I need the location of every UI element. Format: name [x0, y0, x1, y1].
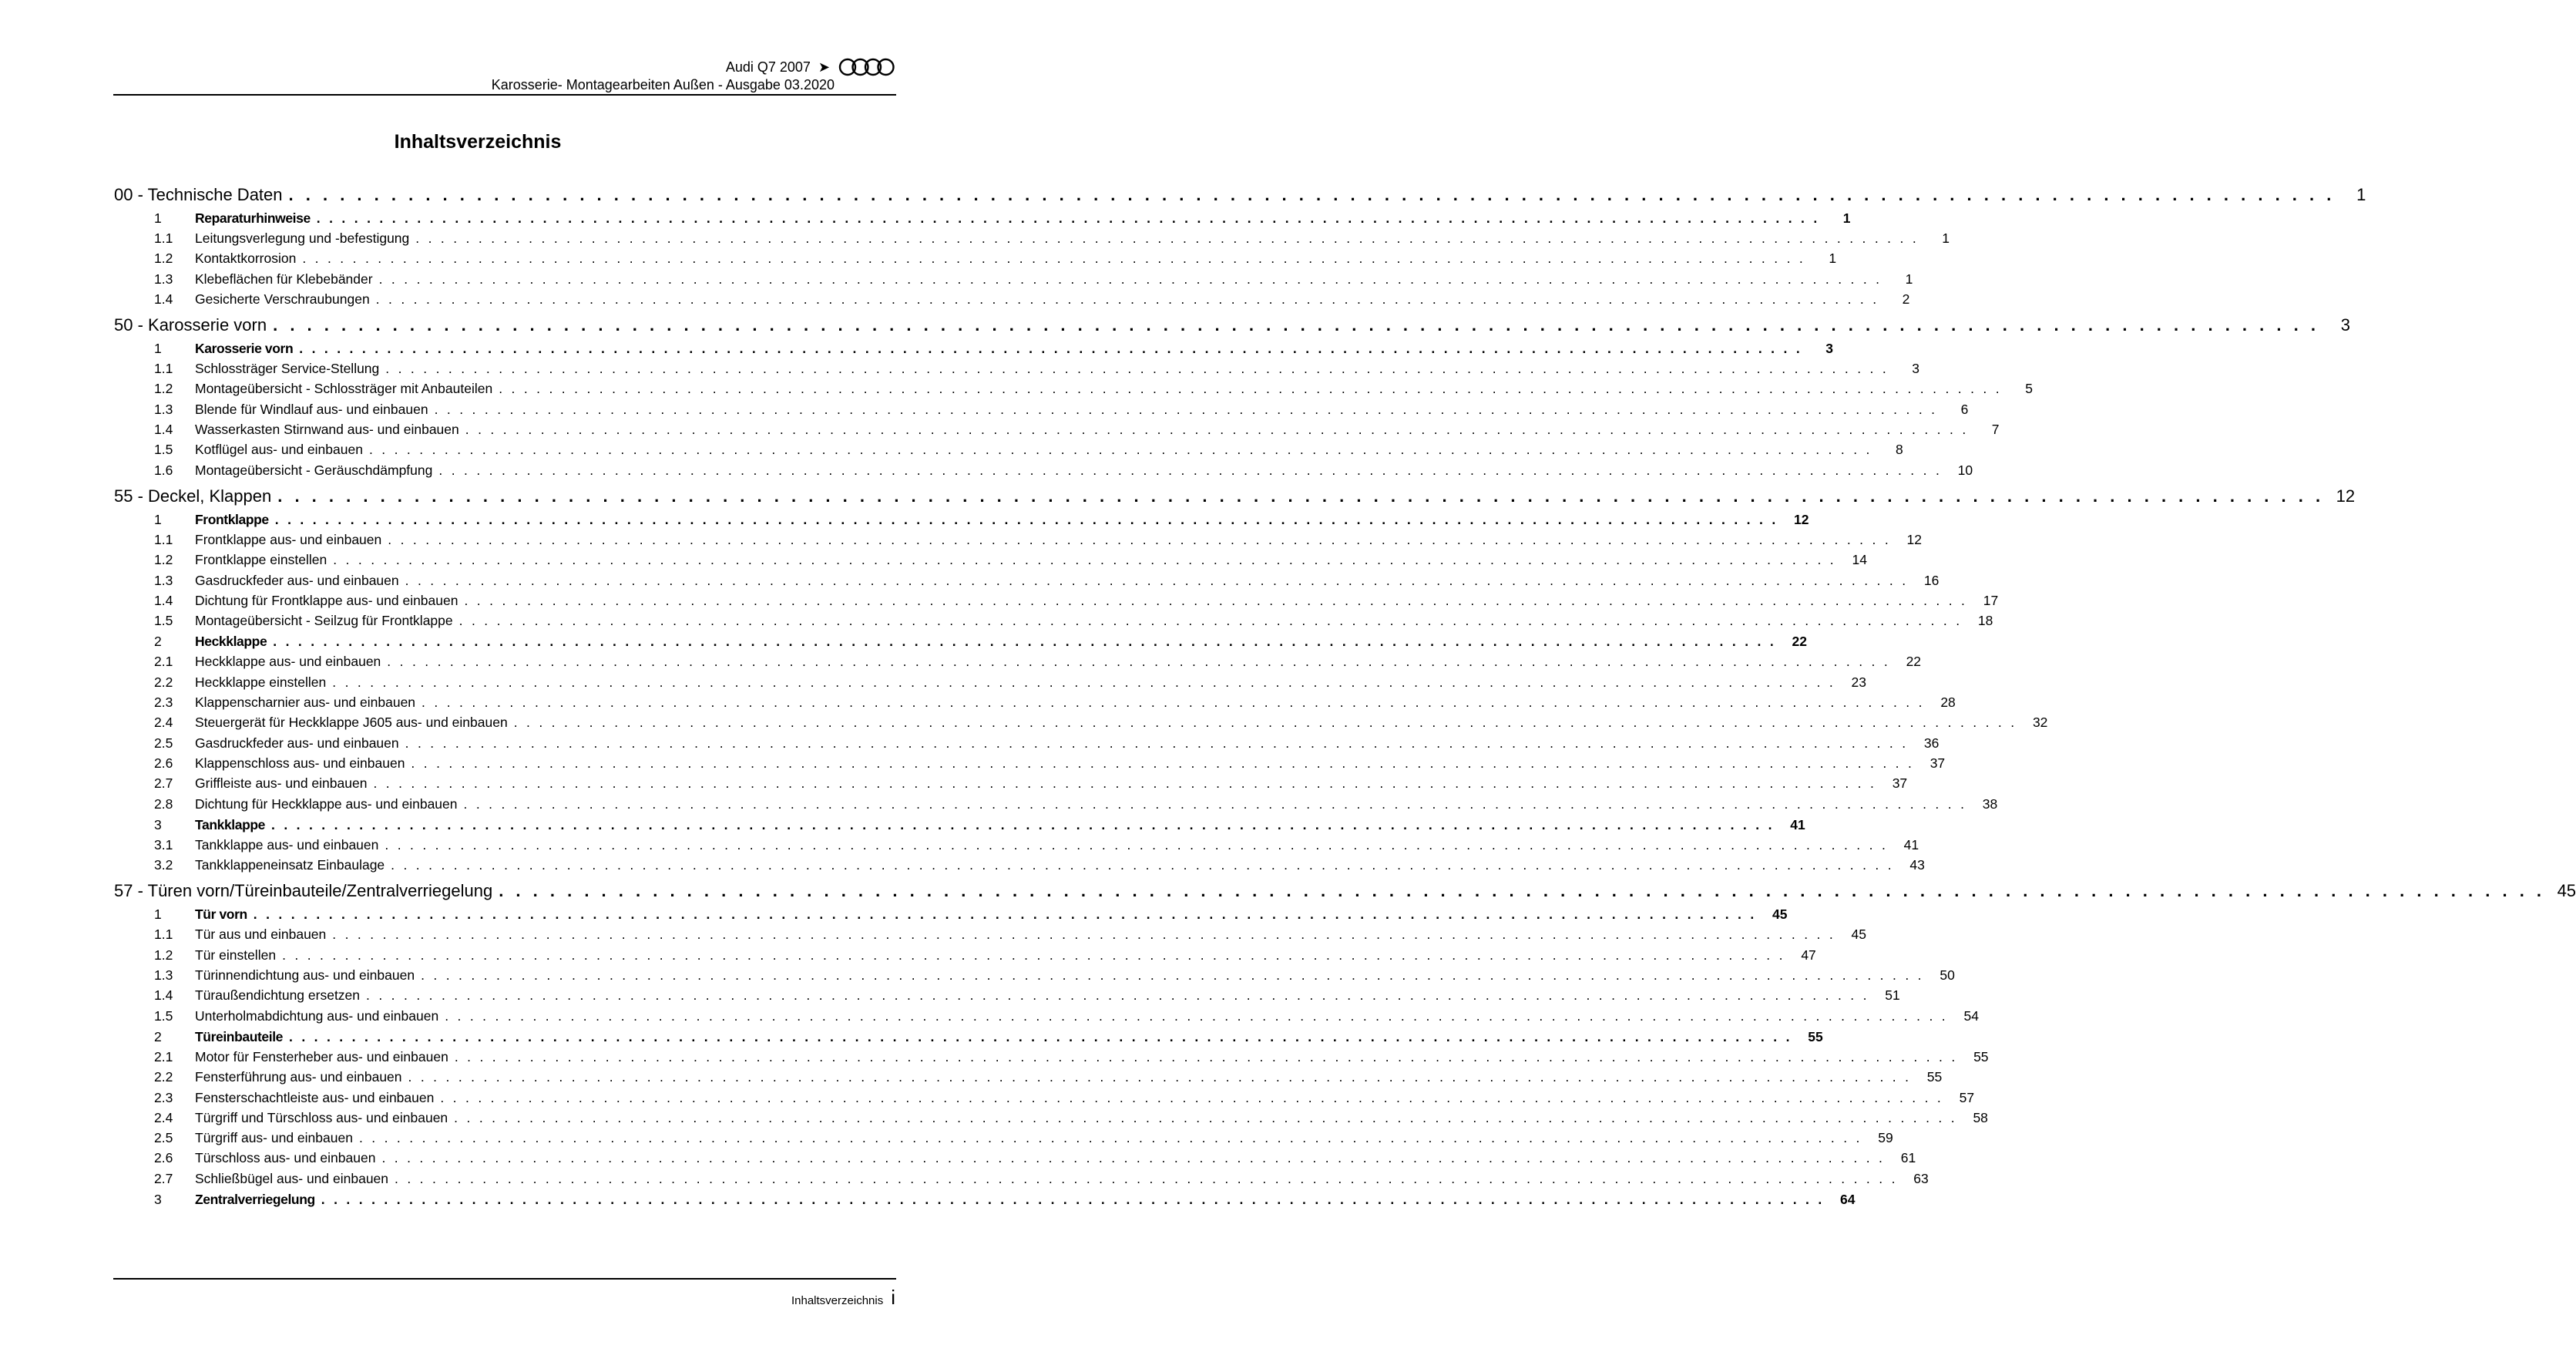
- toc-entry-label: Leitungsverlegung und -befestigung: [195, 230, 410, 246]
- toc-page-number: 28: [1940, 694, 1956, 711]
- toc-entry-number: 1.2: [154, 251, 173, 267]
- toc-dot-leader: . . . . . . . . . . . . . . . . . . . . . . . . . . . . . . . . . . . . . . . . . . . . . . . . . . . . . . . . . . . . . . . . . . . . . . . . . . . . . . . . . . . . . . . . . . . . . . . . . . . . . . . . . . . . . . . . . . . . . . . .: [332, 927, 1836, 943]
- toc-subsection-row[interactable]: [114, 1047, 1989, 1067]
- toc-entry-number: 3: [154, 816, 162, 832]
- toc-page-number: 50: [1940, 967, 1955, 984]
- toc-entry-label: Gasdruckfeder aus- und einbauen: [195, 572, 399, 588]
- toc-subsection-row[interactable]: [114, 419, 2000, 439]
- toc-dot-leader: . . . . . . . . . . . . . . . . . . . . . . . . . . . . . . . . . . . . . . . . . . . . . . . . . . . . . . . . . . . . . . . . . . . . . . . . . . . . . . . . . . . . . . . . . . . . . . . . . . . . . . . . . . . . . . . . . . . . . . . .: [289, 1028, 1792, 1044]
- toc-dot-leader: . . . . . . . . . . . . . . . . . . . . . . . . . . . . . . . . . . . . . . . . . . . . . . . . . . . . . . . . . . . . . . . . . . . . . . . . . . . . . . . . . . . . . . . . . . . . . . . . . . . . . . . . . . . . . . . . . . . . . . . .: [375, 291, 1879, 307]
- toc-subsection-row[interactable]: [114, 1169, 1929, 1189]
- toc-subsection-row[interactable]: [114, 794, 1998, 814]
- toc-page-number: 51: [1885, 987, 1900, 1004]
- toc-dot-leader: . . . . . . . . . . . . . . . . . . . . . . . . . . . . . . . . . . . . . . . . . . . . . . . . . . . . . . . . . . . . . . . . . . . . . . . . . . . . . . . . . . . . . . . . . . . . . . . . . . . . . . . . . . . . . . . . . . . . . . . .: [253, 906, 1757, 923]
- toc-dot-leader: . . . . . . . . . . . . . . . . . . . . . . . . . . . . . . . . . . . . . . . . . . . . . . . . . . . . . . . . . . . . . . . . . . . . . . . . . . . . . . . . . . . . . . . . . . . . . . . . . . . . . . . . . . . . . . . . . . . . . . . .: [415, 230, 1919, 246]
- toc-entry-number: 1.1: [154, 927, 173, 943]
- toc-page-number: 37: [1929, 755, 1946, 771]
- toc-subsection-row[interactable]: [114, 835, 1919, 855]
- toc-entry-number: 2.8: [154, 795, 173, 812]
- toc-subsection-row[interactable]: [114, 1108, 1988, 1128]
- toc-section-row[interactable]: [114, 511, 1809, 530]
- arrow-right-icon: ➤: [818, 59, 830, 75]
- toc-entry-label: Türinnendichtung aus- und einbauen: [195, 967, 415, 984]
- toc-entry-number: 1.4: [154, 592, 173, 608]
- toc-dot-leader: . . . . . . . . . . . . . . . . . . . . . . . . . . . . . . . . . . . . . . . . . . . . . . . . . . . . . . . . . . . . . . . . . . . . . . . . . . . . . . . . . . . . . . . . . . . . . . . . . . . . . . . . . . . . . . . . . . . . . . . .: [513, 715, 2017, 731]
- toc-page-number: 45: [2557, 881, 2576, 901]
- toc-subsection-row[interactable]: [114, 358, 1920, 378]
- toc-entry-label: Frontklappe aus- und einbauen: [195, 531, 382, 547]
- toc-page-number: 61: [1900, 1150, 1916, 1166]
- toc-subsection-row[interactable]: [114, 439, 1903, 459]
- toc-entry-number: 2: [154, 634, 162, 650]
- toc-entry-label: Heckklappe einstellen: [195, 674, 327, 690]
- toc-entry-label: 55 - Deckel, Klappen: [114, 486, 272, 506]
- toc-dot-leader: . . . . . . . . . . . . . . . . . . . . . . . . . . . . . . . . . . . . . . . . . . . . . . . . . . . . . . . . . . . . . . . . . . . . . . . . . . . . . . . . . . . . . . . . . . . . . . . . . . . . . . . . . . . . . . . . . . . . . . . .: [288, 185, 2336, 204]
- audi-rings-icon: [838, 57, 896, 77]
- toc-subsection-row[interactable]: [114, 945, 1816, 965]
- toc-entry-label: Dichtung für Frontklappe aus- und einbauen: [195, 592, 458, 608]
- toc-subsection-row[interactable]: [114, 1088, 1975, 1108]
- toc-section-row[interactable]: [114, 210, 1851, 228]
- toc-dot-leader: . . . . . . . . . . . . . . . . . . . . . . . . . . . . . . . . . . . . . . . . . . . . . . . . . . . . . . . . . . . . . . . . . . . . . . . . . . . . . . . . . . . . . . . . . . . . . . . . . . . . . . . . . . . . . . . . . . . . . . . .: [274, 511, 1778, 527]
- header-model: Audi Q7 2007: [725, 59, 811, 75]
- toc-entry-number: 2.3: [154, 694, 173, 711]
- toc-page-number: 37: [1892, 775, 1908, 792]
- toc-page-number: 43: [1909, 857, 1925, 873]
- toc-dot-leader: . . . . . . . . . . . . . . . . . . . . . . . . . . . . . . . . . . . . . . . . . . . . . . . . . . . . . . . . . . . . . . . . . . . . . . . . . . . . . . . . . . . . . . . . . . . . . . . . . . . . . . . . . . . . . . . . . . . . . . . .: [421, 694, 1925, 711]
- toc-dot-leader: . . . . . . . . . . . . . . . . . . . . . . . . . . . . . . . . . . . . . . . . . . . . . . . . . . . . . . . . . . . . . . . . . . . . . . . . . . . . . . . . . . . . . . . . . . . . . . . . . . . . . . . . . . . . . . . . . . . . . . . .: [445, 1007, 1948, 1024]
- toc-subsection-row[interactable]: [114, 610, 1993, 631]
- toc-page-number: 59: [1878, 1130, 1893, 1146]
- toc-entry-number: 1.6: [154, 462, 173, 478]
- toc-subsection-row[interactable]: [114, 733, 1940, 753]
- toc-dot-leader: . . . . . . . . . . . . . . . . . . . . . . . . . . . . . . . . . . . . . . . . . . . . . . . . . . . . . . . . . . . . . . . . . . . . . . . . . . . . . . . . . . . . . . . . . . . . . . . . . . . . . . . . . . . . . . . . . . . . . . . .: [378, 271, 1882, 287]
- toc-entry-label: Kontaktkorrosion: [195, 251, 297, 267]
- toc-entry-number: 1.2: [154, 552, 173, 568]
- toc-entry-number: 1: [154, 511, 162, 527]
- toc-subsection-row[interactable]: [114, 289, 1910, 309]
- toc-page-number: 63: [1913, 1170, 1929, 1186]
- toc-dot-leader: . . . . . . . . . . . . . . . . . . . . . . . . . . . . . . . . . . . . . . . . . . . . . . . . . . . . . . . . . . . . . . . . . . . . . . . . . . . . . . . . . . . . . . . . . . . . . . . . . . . . . . . . . . . . . . . . . . . . . . . .: [333, 552, 1836, 568]
- table-of-contents: [114, 185, 2576, 1209]
- toc-entry-label: Montageübersicht - Seilzug für Frontklappe: [195, 613, 453, 629]
- toc-page-number: 14: [1852, 552, 1867, 568]
- toc-entry-number: 1.2: [154, 381, 173, 397]
- toc-page-number: 41: [1790, 816, 1805, 832]
- toc-page-number: 55: [1926, 1069, 1943, 1085]
- toc-entry-label: Blende für Windlauf aus- und einbauen: [195, 401, 428, 417]
- toc-dot-leader: . . . . . . . . . . . . . . . . . . . . . . . . . . . . . . . . . . . . . . . . . . . . . . . . . . . . . . . . . . . . . . . . . . . . . . . . . . . . . . . . . . . . . . . . . . . . . . . . . . . . . . . . . . . . . . . . . . . . . . . .: [408, 1069, 1912, 1085]
- toc-page-number: 3: [1912, 361, 1920, 377]
- toc-entry-label: Unterholmabdichtung aus- und einbauen: [195, 1007, 439, 1024]
- toc-dot-leader: . . . . . . . . . . . . . . . . . . . . . . . . . . . . . . . . . . . . . . . . . . . . . . . . . . . . . . . . . . . . . . . . . . . . . . . . . . . . . . . . . . . . . . . . . . . . . . . . . . . . . . . . . . . . . . . . . . . . . . . .: [358, 1130, 1862, 1146]
- toc-page-number: 3: [2340, 315, 2350, 335]
- toc-entry-label: Fensterführung aus- und einbauen: [195, 1069, 402, 1085]
- toc-subsection-row[interactable]: [114, 855, 1925, 875]
- toc-entry-number: 1: [154, 341, 162, 357]
- toc-entry-number: 3.1: [154, 836, 173, 853]
- toc-subsection-row[interactable]: [114, 228, 1950, 248]
- toc-entry-label: Tür aus und einbauen: [195, 927, 327, 943]
- toc-entry-label: Tür vorn: [195, 906, 247, 923]
- toc-subsection-row[interactable]: [114, 248, 1837, 268]
- toc-entry-number: 1: [154, 210, 162, 226]
- toc-entry-label: Montageübersicht - Schlossträger mit Anbauteilen: [195, 381, 493, 397]
- toc-subsection-row[interactable]: [114, 965, 1955, 985]
- toc-subsection-row[interactable]: [114, 1148, 1916, 1168]
- toc-page-number: 18: [1977, 613, 1993, 629]
- footer-divider: [113, 1278, 896, 1280]
- toc-dot-leader: . . . . . . . . . . . . . . . . . . . . . . . . . . . . . . . . . . . . . . . . . . . . . . . . . . . . . . . . . . . . . . . . . . . . . . . . . . . . . . . . . . . . . . . . . . . . . . . . . . . . . . . . . . . . . . . . . . . . . . . .: [454, 1048, 1958, 1064]
- toc-entry-number: 2.4: [154, 1109, 173, 1125]
- page-footer: [791, 1286, 895, 1310]
- toc-subsection-row[interactable]: [114, 651, 1922, 671]
- toc-page-number: 7: [1991, 422, 2000, 438]
- toc-page-number: 10: [1957, 462, 1973, 478]
- toc-entry-label: Steuergerät für Heckklappe J605 aus- und einbauen: [195, 715, 508, 731]
- toc-entry-label: Schließbügel aus- und einbauen: [195, 1170, 389, 1186]
- toc-entry-label: Wasserkasten Stirnwand aus- und einbauen: [195, 422, 459, 438]
- toc-subsection-row[interactable]: [114, 550, 1867, 570]
- toc-dot-leader: . . . . . . . . . . . . . . . . . . . . . . . . . . . . . . . . . . . . . . . . . . . . . . . . . . . . . . . . . . . . . . . . . . . . . . . . . . . . . . . . . . . . . . . . . . . . . . . . . . . . . . . . . . . . . . . . . . . . . . . .: [321, 1191, 1825, 1207]
- page-header: [113, 51, 896, 94]
- toc-subsection-row[interactable]: [114, 672, 1866, 692]
- toc-dot-leader: . . . . . . . . . . . . . . . . . . . . . . . . . . . . . . . . . . . . . . . . . . . . . . . . . . . . . . . . . . . . . . . . . . . . . . . . . . . . . . . . . . . . . . . . . . . . . . . . . . . . . . . . . . . . . . . . . . . . . . . .: [385, 836, 1889, 853]
- header-model-line: [726, 57, 896, 77]
- toc-dot-leader: . . . . . . . . . . . . . . . . . . . . . . . . . . . . . . . . . . . . . . . . . . . . . . . . . . . . . . . . . . . . . . . . . . . . . . . . . . . . . . . . . . . . . . . . . . . . . . . . . . . . . . . . . . . . . . . . . . . . . . . .: [381, 1150, 1886, 1166]
- toc-entry-number: 2: [154, 1028, 162, 1044]
- toc-page-number: 55: [1973, 1048, 1989, 1064]
- toc-dot-leader: . . . . . . . . . . . . . . . . . . . . . . . . . . . . . . . . . . . . . . . . . . . . . . . . . . . . . . . . . . . . . . . . . . . . . . . . . . . . . . . . . . . . . . . . . . . . . . . . . . . . . . . . . . . . . . . . . . . . . . . .: [434, 401, 1938, 417]
- toc-dot-leader: . . . . . . . . . . . . . . . . . . . . . . . . . . . . . . . . . . . . . . . . . . . . . . . . . . . . . . . . . . . . . . . . . . . . . . . . . . . . . . . . . . . . . . . . . . . . . . . . . . . . . . . . . . . . . . . . . . . . . . . .: [332, 674, 1835, 690]
- toc-entry-number: 2.5: [154, 735, 173, 751]
- toc-entry-number: 1.2: [154, 947, 173, 963]
- toc-entry-label: Montageübersicht - Geräuschdämpfung: [195, 462, 433, 478]
- toc-subsection-row[interactable]: [114, 753, 1946, 773]
- toc-subsection-row[interactable]: [114, 773, 1908, 793]
- toc-entry-label: Griffleiste aus- und einbauen: [195, 775, 368, 792]
- toc-subsection-row[interactable]: [114, 399, 1969, 419]
- toc-page-number: 16: [1923, 572, 1940, 588]
- toc-entry-label: Türeinbauteile: [195, 1028, 284, 1044]
- toc-dot-leader: . . . . . . . . . . . . . . . . . . . . . . . . . . . . . . . . . . . . . . . . . . . . . . . . . . . . . . . . . . . . . . . . . . . . . . . . . . . . . . . . . . . . . . . . . . . . . . . . . . . . . . . . . . . . . . . . . . . . . . . .: [411, 755, 1915, 771]
- toc-page-number: 6: [1960, 401, 1969, 417]
- toc-subsection-row[interactable]: [114, 570, 1940, 590]
- toc-section-row[interactable]: [114, 1028, 1823, 1047]
- toc-dot-leader: . . . . . . . . . . . . . . . . . . . . . . . . . . . . . . . . . . . . . . . . . . . . . . . . . . . . . . . . . . . . . . . . . . . . . . . . . . . . . . . . . . . . . . . . . . . . . . . . . . . . . . . . . . . . . . . . . . . . . . . .: [385, 361, 1889, 377]
- toc-dot-leader: . . . . . . . . . . . . . . . . . . . . . . . . . . . . . . . . . . . . . . . . . . . . . . . . . . . . . . . . . . . . . . . . . . . . . . . . . . . . . . . . . . . . . . . . . . . . . . . . . . . . . . . . . . . . . . . . . . . . . . . .: [282, 947, 1785, 963]
- toc-page-number: 3: [1825, 341, 1833, 357]
- toc-page-number: 58: [1973, 1109, 1988, 1125]
- toc-dot-leader: . . . . . . . . . . . . . . . . . . . . . . . . . . . . . . . . . . . . . . . . . . . . . . . . . . . . . . . . . . . . . . . . . . . . . . . . . . . . . . . . . . . . . . . . . . . . . . . . . . . . . . . . . . . . . . . . . . . . . . . .: [405, 735, 1909, 751]
- toc-entry-label: Heckklappe aus- und einbauen: [195, 654, 381, 670]
- toc-entry-label: Fensterschachtleiste aus- und einbauen: [195, 1089, 435, 1105]
- toc-page-number: 22: [1906, 654, 1922, 670]
- toc-entry-number: 1: [154, 906, 162, 923]
- toc-page-number: 12: [1794, 511, 1809, 527]
- toc-page-number: 1: [1905, 271, 1913, 287]
- toc-entry-number: 1.4: [154, 987, 173, 1004]
- toc-page-number: 17: [1983, 592, 1999, 608]
- toc-subsection-row[interactable]: [114, 924, 1867, 944]
- toc-subsection-row[interactable]: [114, 378, 2033, 399]
- toc-entry-number: 1.4: [154, 422, 173, 438]
- toc-entry-number: 2.5: [154, 1130, 173, 1146]
- toc-dot-leader: . . . . . . . . . . . . . . . . . . . . . . . . . . . . . . . . . . . . . . . . . . . . . . . . . . . . . . . . . . . . . . . . . . . . . . . . . . . . . . . . . . . . . . . . . . . . . . . . . . . . . . . . . . . . . . . . . . . . . . . .: [391, 857, 1894, 873]
- toc-subsection-row[interactable]: [114, 1006, 1979, 1026]
- toc-dot-leader: . . . . . . . . . . . . . . . . . . . . . . . . . . . . . . . . . . . . . . . . . . . . . . . . . . . . . . . . . . . . . . . . . . . . . . . . . . . . . . . . . . . . . . . . . . . . . . . . . . . . . . . . . . . . . . . . . . . . . . . .: [388, 531, 1891, 547]
- toc-dot-leader: . . . . . . . . . . . . . . . . . . . . . . . . . . . . . . . . . . . . . . . . . . . . . . . . . . . . . . . . . . . . . . . . . . . . . . . . . . . . . . . . . . . . . . . . . . . . . . . . . . . . . . . . . . . . . . . . . . . . . . . .: [366, 987, 1869, 1004]
- footer-page-number: i: [891, 1286, 895, 1309]
- toc-entry-number: 2.7: [154, 1170, 173, 1186]
- toc-subsection-row[interactable]: [114, 269, 1913, 289]
- toc-entry-number: 1.3: [154, 967, 173, 984]
- toc-subsection-row[interactable]: [114, 1067, 1943, 1087]
- toc-dot-leader: . . . . . . . . . . . . . . . . . . . . . . . . . . . . . . . . . . . . . . . . . . . . . . . . . . . . . . . . . . . . . . . . . . . . . . . . . . . . . . . . . . . . . . . . . . . . . . . . . . . . . . . . . . . . . . . . . . . . . . . .: [499, 881, 2546, 901]
- toc-entry-label: Tankklappe: [195, 816, 265, 832]
- toc-page-number: 45: [1851, 927, 1867, 943]
- toc-page-number: 54: [1963, 1007, 1979, 1024]
- toc-page-number: 47: [1801, 947, 1816, 963]
- toc-section-row[interactable]: [114, 1191, 1856, 1209]
- toc-page-number: 64: [1840, 1191, 1856, 1207]
- toc-chapter-row[interactable]: [114, 881, 2576, 904]
- toc-entry-number: 2.7: [154, 775, 173, 792]
- toc-section-row[interactable]: [114, 634, 1808, 651]
- toc-entry-label: Karosserie vorn: [195, 341, 294, 357]
- toc-entry-number: 1.5: [154, 442, 173, 458]
- toc-chapter-row[interactable]: [114, 486, 2356, 510]
- toc-subsection-row[interactable]: [114, 1128, 1893, 1148]
- toc-entry-label: Motor für Fensterheber aus- und einbauen: [195, 1048, 448, 1064]
- toc-subsection-row[interactable]: [114, 985, 1900, 1005]
- toc-entry-label: Kotflügel aus- und einbauen: [195, 442, 363, 458]
- toc-section-row[interactable]: [114, 341, 1833, 358]
- toc-entry-label: Heckklappe: [195, 634, 267, 650]
- footer-label: Inhaltsverzeichnis: [791, 1294, 884, 1307]
- toc-dot-leader: . . . . . . . . . . . . . . . . . . . . . . . . . . . . . . . . . . . . . . . . . . . . . . . . . . . . . . . . . . . . . . . . . . . . . . . . . . . . . . . . . . . . . . . . . . . . . . . . . . . . . . . . . . . . . . . . . . . . . . . .: [368, 442, 1872, 458]
- toc-dot-leader: . . . . . . . . . . . . . . . . . . . . . . . . . . . . . . . . . . . . . . . . . . . . . . . . . . . . . . . . . . . . . . . . . . . . . . . . . . . . . . . . . . . . . . . . . . . . . . . . . . . . . . . . . . . . . . . . . . . . . . . .: [271, 816, 1775, 832]
- toc-entry-number: 2.2: [154, 1069, 173, 1085]
- toc-dot-leader: . . . . . . . . . . . . . . . . . . . . . . . . . . . . . . . . . . . . . . . . . . . . . . . . . . . . . . . . . . . . . . . . . . . . . . . . . . . . . . . . . . . . . . . . . . . . . . . . . . . . . . . . . . . . . . . . . . . . . . . .: [405, 572, 1909, 588]
- toc-entry-label: 00 - Technische Daten: [114, 185, 283, 204]
- toc-entry-label: Gasdruckfeder aus- und einbauen: [195, 735, 399, 751]
- toc-dot-leader: . . . . . . . . . . . . . . . . . . . . . . . . . . . . . . . . . . . . . . . . . . . . . . . . . . . . . . . . . . . . . . . . . . . . . . . . . . . . . . . . . . . . . . . . . . . . . . . . . . . . . . . . . . . . . . . . . . . . . . . .: [299, 341, 1802, 357]
- toc-page-number: 1: [2356, 185, 2366, 204]
- page-title: Inhaltsverzeichnis: [394, 131, 562, 153]
- toc-section-row[interactable]: [114, 816, 1805, 835]
- toc-entry-label: Tankklappeneinsatz Einbaulage: [195, 857, 385, 873]
- toc-dot-leader: . . . . . . . . . . . . . . . . . . . . . . . . . . . . . . . . . . . . . . . . . . . . . . . . . . . . . . . . . . . . . . . . . . . . . . . . . . . . . . . . . . . . . . . . . . . . . . . . . . . . . . . . . . . . . . . . . . . . . . . .: [277, 486, 2325, 506]
- toc-entry-number: 1.4: [154, 291, 173, 307]
- toc-page-number: 32: [2032, 715, 2048, 731]
- header-subtitle: Karosserie- Montagearbeiten Außen - Ausgabe 03.2020: [491, 77, 835, 92]
- toc-entry-number: 1.1: [154, 230, 173, 246]
- toc-entry-label: Klappenschloss aus- und einbauen: [195, 755, 405, 771]
- toc-section-row[interactable]: [114, 906, 1788, 924]
- toc-entry-number: 1.1: [154, 531, 173, 547]
- toc-page-number: 1: [1829, 251, 1837, 267]
- toc-dot-leader: . . . . . . . . . . . . . . . . . . . . . . . . . . . . . . . . . . . . . . . . . . . . . . . . . . . . . . . . . . . . . . . . . . . . . . . . . . . . . . . . . . . . . . . . . . . . . . . . . . . . . . . . . . . . . . . . . . . . . . . .: [454, 1109, 1957, 1125]
- toc-page-number: 1: [1942, 230, 1950, 246]
- toc-page-number: 45: [1772, 906, 1788, 923]
- toc-page-number: 1: [1842, 210, 1851, 226]
- toc-entry-label: Frontklappe einstellen: [195, 552, 327, 568]
- toc-entry-label: Frontklappe: [195, 511, 269, 527]
- toc-entry-label: Klebeflächen für Klebebänder: [195, 271, 373, 287]
- toc-subsection-row[interactable]: [114, 460, 1973, 480]
- toc-entry-label: Türgriff aus- und einbauen: [195, 1130, 353, 1146]
- toc-subsection-row[interactable]: [114, 590, 1999, 610]
- toc-page-number: 55: [1808, 1028, 1823, 1044]
- toc-entry-label: Tankklappe aus- und einbauen: [195, 836, 379, 853]
- toc-entry-label: 50 - Karosserie vorn: [114, 315, 267, 335]
- toc-entry-number: 3.2: [154, 857, 173, 873]
- toc-page-number: 8: [1895, 442, 1903, 458]
- toc-subsection-row[interactable]: [114, 530, 1922, 550]
- toc-entry-label: Dichtung für Heckklappe aus- und einbauen: [195, 795, 458, 812]
- toc-dot-leader: . . . . . . . . . . . . . . . . . . . . . . . . . . . . . . . . . . . . . . . . . . . . . . . . . . . . . . . . . . . . . . . . . . . . . . . . . . . . . . . . . . . . . . . . . . . . . . . . . . . . . . . . . . . . . . . . . . . . . . . .: [395, 1170, 1898, 1186]
- toc-entry-label: Zentralverriegelung: [195, 1191, 315, 1207]
- toc-entry-number: 2.6: [154, 1150, 173, 1166]
- toc-page-number: 2: [1902, 291, 1910, 307]
- toc-subsection-row[interactable]: [114, 712, 2048, 732]
- toc-dot-leader: . . . . . . . . . . . . . . . . . . . . . . . . . . . . . . . . . . . . . . . . . . . . . . . . . . . . . . . . . . . . . . . . . . . . . . . . . . . . . . . . . . . . . . . . . . . . . . . . . . . . . . . . . . . . . . . . . . . . . . . .: [464, 592, 1968, 608]
- toc-entry-label: 57 - Türen vorn/Türeinbauteile/Zentralverriegelung: [114, 881, 493, 901]
- toc-entry-number: 2.1: [154, 654, 173, 670]
- toc-page-number: 23: [1851, 674, 1866, 690]
- toc-page-number: 5: [2025, 381, 2033, 397]
- toc-entry-label: Gesicherte Verschraubungen: [195, 291, 370, 307]
- toc-entry-number: 1.1: [154, 361, 173, 377]
- toc-page-number: 36: [1923, 735, 1940, 751]
- toc-entry-label: Türgriff und Türschloss aus- und einbauen: [195, 1109, 448, 1125]
- toc-entry-label: Türaußendichtung ersetzen: [195, 987, 361, 1004]
- toc-dot-leader: . . . . . . . . . . . . . . . . . . . . . . . . . . . . . . . . . . . . . . . . . . . . . . . . . . . . . . . . . . . . . . . . . . . . . . . . . . . . . . . . . . . . . . . . . . . . . . . . . . . . . . . . . . . . . . . . . . . . . . . .: [438, 462, 1943, 478]
- toc-chapter-row[interactable]: [114, 185, 2366, 208]
- toc-entry-number: 1.5: [154, 1007, 173, 1024]
- toc-dot-leader: . . . . . . . . . . . . . . . . . . . . . . . . . . . . . . . . . . . . . . . . . . . . . . . . . . . . . . . . . . . . . . . . . . . . . . . . . . . . . . . . . . . . . . . . . . . . . . . . . . . . . . . . . . . . . . . . . . . . . . . .: [302, 251, 1806, 267]
- toc-entry-number: 1.3: [154, 572, 173, 588]
- toc-entry-number: 1.3: [154, 271, 173, 287]
- toc-dot-leader: . . . . . . . . . . . . . . . . . . . . . . . . . . . . . . . . . . . . . . . . . . . . . . . . . . . . . . . . . . . . . . . . . . . . . . . . . . . . . . . . . . . . . . . . . . . . . . . . . . . . . . . . . . . . . . . . . . . . . . . .: [463, 795, 1967, 812]
- toc-page-number: 57: [1959, 1089, 1975, 1105]
- toc-entry-number: 2.1: [154, 1048, 173, 1064]
- toc-entry-number: 2.3: [154, 1089, 173, 1105]
- toc-dot-leader: . . . . . . . . . . . . . . . . . . . . . . . . . . . . . . . . . . . . . . . . . . . . . . . . . . . . . . . . . . . . . . . . . . . . . . . . . . . . . . . . . . . . . . . . . . . . . . . . . . . . . . . . . . . . . . . . . . . . . . . .: [421, 967, 1924, 984]
- toc-page-number: 12: [2336, 486, 2356, 506]
- toc-entry-label: Klappenscharnier aus- und einbauen: [195, 694, 416, 711]
- toc-page-number: 22: [1792, 634, 1808, 650]
- toc-dot-leader: . . . . . . . . . . . . . . . . . . . . . . . . . . . . . . . . . . . . . . . . . . . . . . . . . . . . . . . . . . . . . . . . . . . . . . . . . . . . . . . . . . . . . . . . . . . . . . . . . . . . . . . . . . . . . . . . . . . . . . . .: [458, 613, 1963, 629]
- toc-entry-number: 3: [154, 1191, 162, 1207]
- toc-entry-number: 2.2: [154, 674, 173, 690]
- toc-entry-number: 1.3: [154, 401, 173, 417]
- toc-dot-leader: . . . . . . . . . . . . . . . . . . . . . . . . . . . . . . . . . . . . . . . . . . . . . . . . . . . . . . . . . . . . . . . . . . . . . . . . . . . . . . . . . . . . . . . . . . . . . . . . . . . . . . . . . . . . . . . . . . . . . . . .: [440, 1089, 1944, 1105]
- toc-entry-number: 2.6: [154, 755, 173, 771]
- toc-entry-number: 1.5: [154, 613, 173, 629]
- toc-dot-leader: . . . . . . . . . . . . . . . . . . . . . . . . . . . . . . . . . . . . . . . . . . . . . . . . . . . . . . . . . . . . . . . . . . . . . . . . . . . . . . . . . . . . . . . . . . . . . . . . . . . . . . . . . . . . . . . . . . . . . . . .: [465, 422, 1969, 438]
- toc-dot-leader: . . . . . . . . . . . . . . . . . . . . . . . . . . . . . . . . . . . . . . . . . . . . . . . . . . . . . . . . . . . . . . . . . . . . . . . . . . . . . . . . . . . . . . . . . . . . . . . . . . . . . . . . . . . . . . . . . . . . . . . .: [273, 315, 2319, 335]
- toc-page-number: 41: [1903, 836, 1919, 853]
- toc-subsection-row[interactable]: [114, 692, 1956, 712]
- toc-entry-label: Schlossträger Service-Stellung: [195, 361, 380, 377]
- toc-page-number: 38: [1982, 795, 1998, 812]
- toc-entry-label: Türschloss aus- und einbauen: [195, 1150, 376, 1166]
- toc-entry-number: 2.4: [154, 715, 173, 731]
- toc-dot-leader: . . . . . . . . . . . . . . . . . . . . . . . . . . . . . . . . . . . . . . . . . . . . . . . . . . . . . . . . . . . . . . . . . . . . . . . . . . . . . . . . . . . . . . . . . . . . . . . . . . . . . . . . . . . . . . . . . . . . . . . .: [316, 210, 1820, 226]
- toc-entry-label: Reparaturhinweise: [195, 210, 311, 226]
- header-divider: [113, 94, 896, 96]
- toc-entry-label: Tür einstellen: [195, 947, 277, 963]
- toc-dot-leader: . . . . . . . . . . . . . . . . . . . . . . . . . . . . . . . . . . . . . . . . . . . . . . . . . . . . . . . . . . . . . . . . . . . . . . . . . . . . . . . . . . . . . . . . . . . . . . . . . . . . . . . . . . . . . . . . . . . . . . . .: [387, 654, 1891, 670]
- toc-dot-leader: . . . . . . . . . . . . . . . . . . . . . . . . . . . . . . . . . . . . . . . . . . . . . . . . . . . . . . . . . . . . . . . . . . . . . . . . . . . . . . . . . . . . . . . . . . . . . . . . . . . . . . . . . . . . . . . . . . . . . . . .: [373, 775, 1877, 792]
- toc-dot-leader: . . . . . . . . . . . . . . . . . . . . . . . . . . . . . . . . . . . . . . . . . . . . . . . . . . . . . . . . . . . . . . . . . . . . . . . . . . . . . . . . . . . . . . . . . . . . . . . . . . . . . . . . . . . . . . . . . . . . . . . .: [499, 381, 2002, 397]
- toc-chapter-row[interactable]: [114, 315, 2350, 338]
- toc-dot-leader: . . . . . . . . . . . . . . . . . . . . . . . . . . . . . . . . . . . . . . . . . . . . . . . . . . . . . . . . . . . . . . . . . . . . . . . . . . . . . . . . . . . . . . . . . . . . . . . . . . . . . . . . . . . . . . . . . . . . . . . .: [273, 634, 1777, 650]
- toc-page-number: 12: [1906, 531, 1922, 547]
